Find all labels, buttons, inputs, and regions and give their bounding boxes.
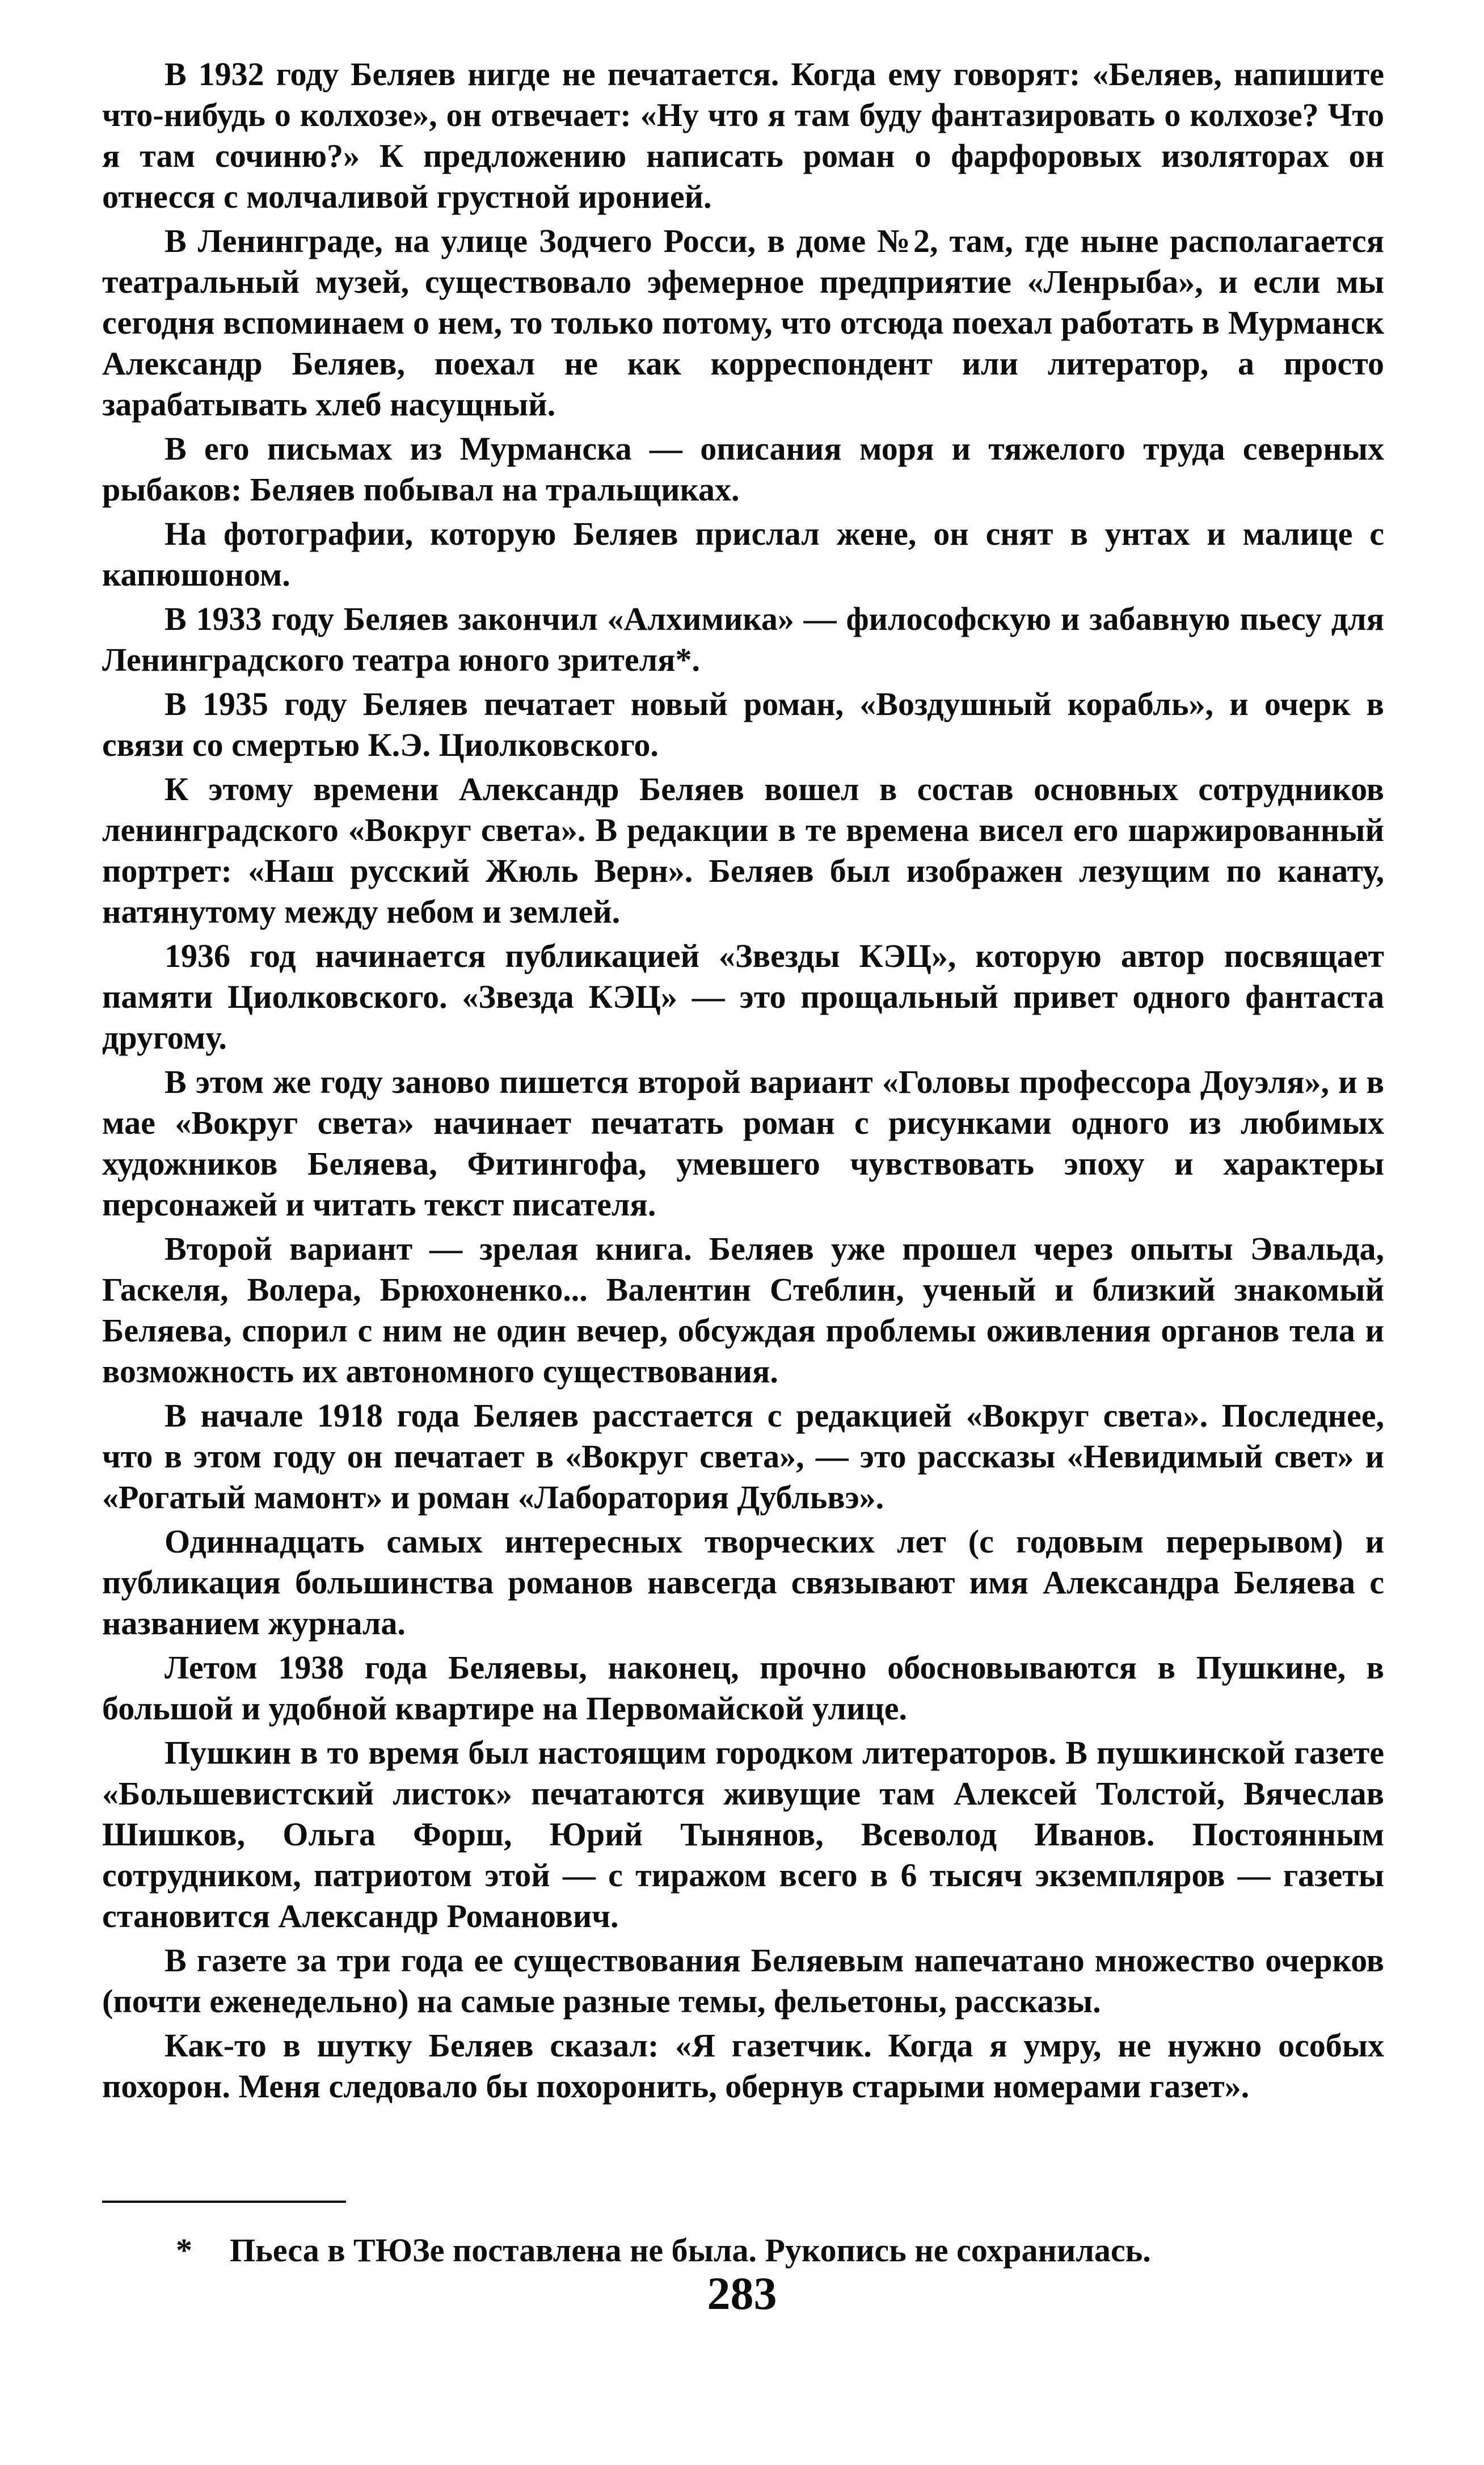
paragraph-5: В 1933 году Беляев закончил «Алхимика» — философскую и забавную пьесу для Ленинградского театра юного зрителя*. [102, 600, 1384, 678]
paragraph-10: Второй вариант — зрелая книга. Беляев уже прошел через опыты Эвальда, Гаскеля, Волера, Брюхоненко... Валентин Стеблин, ученый и близкий знакомый Беляева, спорил с ним не один вечер, обсуждая проблемы оживления органов тела и возможность их автономного существования. [102, 1230, 1384, 1390]
paragraph-7: К этому времени Александр Беляев вошел в состав основных сотрудников ленинградского «Вокруг света». В редакции в те времена висел его шаржированный портрет: «Наш русский Жюль Верн». Беляев был изображен лезущим по канату, натянутому между небом и землей. [102, 771, 1384, 930]
paragraph-16: Как-то в шутку Беляев сказал: «Я газетчик. Когда я умру, не нужно особых похорон. Меня следовало бы похоронить, обернув старыми номерами газет». [102, 2027, 1384, 2105]
paragraph-6: В 1935 году Беляев печатает новый роман, «Воздушный корабль», и очерк в связи со смертью К.Э. Циолковского. [102, 685, 1384, 763]
paragraph-2: В Ленинграде, на улице Зодчего Росси, в доме №2, там, где ныне располагается театральный музей, существовало эфемерное предприятие «Ленрыба», и если мы сегодня вспоминаем о нем, то только потому, что отсюда поехал работать в Мурманск Александр Беляев, поехал не как корреспондент или литератор, а просто зарабатывать хлеб насущный. [102, 222, 1384, 423]
paragraph-12: Одиннадцать самых интересных творческих лет (с годовым перерывом) и публикация большинства романов навсегда связывают имя Александра Беляева с названием журнала. [102, 1523, 1384, 1642]
book-page [102, 54, 1384, 2271]
footnote-marker: * [176, 2232, 192, 2269]
footnote-text: Пьеса в ТЮЗе поставлена не была. Рукопись не сохранилась. [230, 2232, 1151, 2269]
paragraph-4: На фотографии, которую Беляев прислал жене, он снят в унтах и малице с капюшоном. [102, 515, 1384, 593]
footnote [176, 2230, 1384, 2271]
page-number: 283 [707, 2268, 777, 2319]
paragraph-14: Пушкин в то время был настоящим городком литераторов. В пушкинской газете «Большевистский листок» печатаются живущие там Алексей Толстой, Вячеслав Шишков, Ольга Форш, Юрий Тынянов, Всеволод Иванов. Постоянным сотрудником, патриотом этой — с тиражом всего в 6 тысяч экземпляров — газеты становится Александр Романович. [102, 1734, 1384, 1934]
paragraph-8: 1936 год начинается публикацией «Звезды КЭЦ», которую автор посвящает памяти Циолковского. «Звезда КЭЦ» — это прощальный привет одного фантаста другому. [102, 937, 1384, 1056]
paragraph-3: В его письмах из Мурманска — описания моря и тяжелого труда северных рыбаков: Беляев побывал на тральщиках. [102, 430, 1384, 508]
paragraph-11: В начале 1918 года Беляев расстается с редакцией «Вокруг света». Последнее, что в этом году он печатает в «Вокруг света», — это рассказы «Невидимый свет» и «Рогатый мамонт» и роман «Лаборатория Дубльвэ». [102, 1397, 1384, 1516]
paragraph-9: В этом же году заново пишется второй вариант «Головы профессора Доуэля», и в мае «Вокруг света» начинает печатать роман с рисунками одного из любимых художников Беляева, Фитингофа, умевшего чувствовать эпоху и характеры персонажей и читать текст писателя. [102, 1063, 1384, 1223]
main-text [102, 54, 1384, 2107]
paragraph-13: Летом 1938 года Беляевы, наконец, прочно обосновываются в Пушкине, в большой и удобной квартире на Первомайской улице. [102, 1649, 1384, 1727]
paragraph-15: В газете за три года ее существования Беляевым напечатано множество очерков (почти еженедельно) на самые разные темы, фельетоны, рассказы. [102, 1942, 1384, 2020]
footnote-divider [102, 2201, 346, 2203]
paragraph-1: В 1932 году Беляев нигде не печатается. Когда ему говорят: «Беляев, напишите что-нибудь о колхозе», он отвечает: «Ну что я там буду фантазировать о колхозе? Что я там сочиню?» К предложению написать роман о фарфоровых изоляторах он отнесся с молчаливой грустной иронией. [102, 56, 1384, 215]
